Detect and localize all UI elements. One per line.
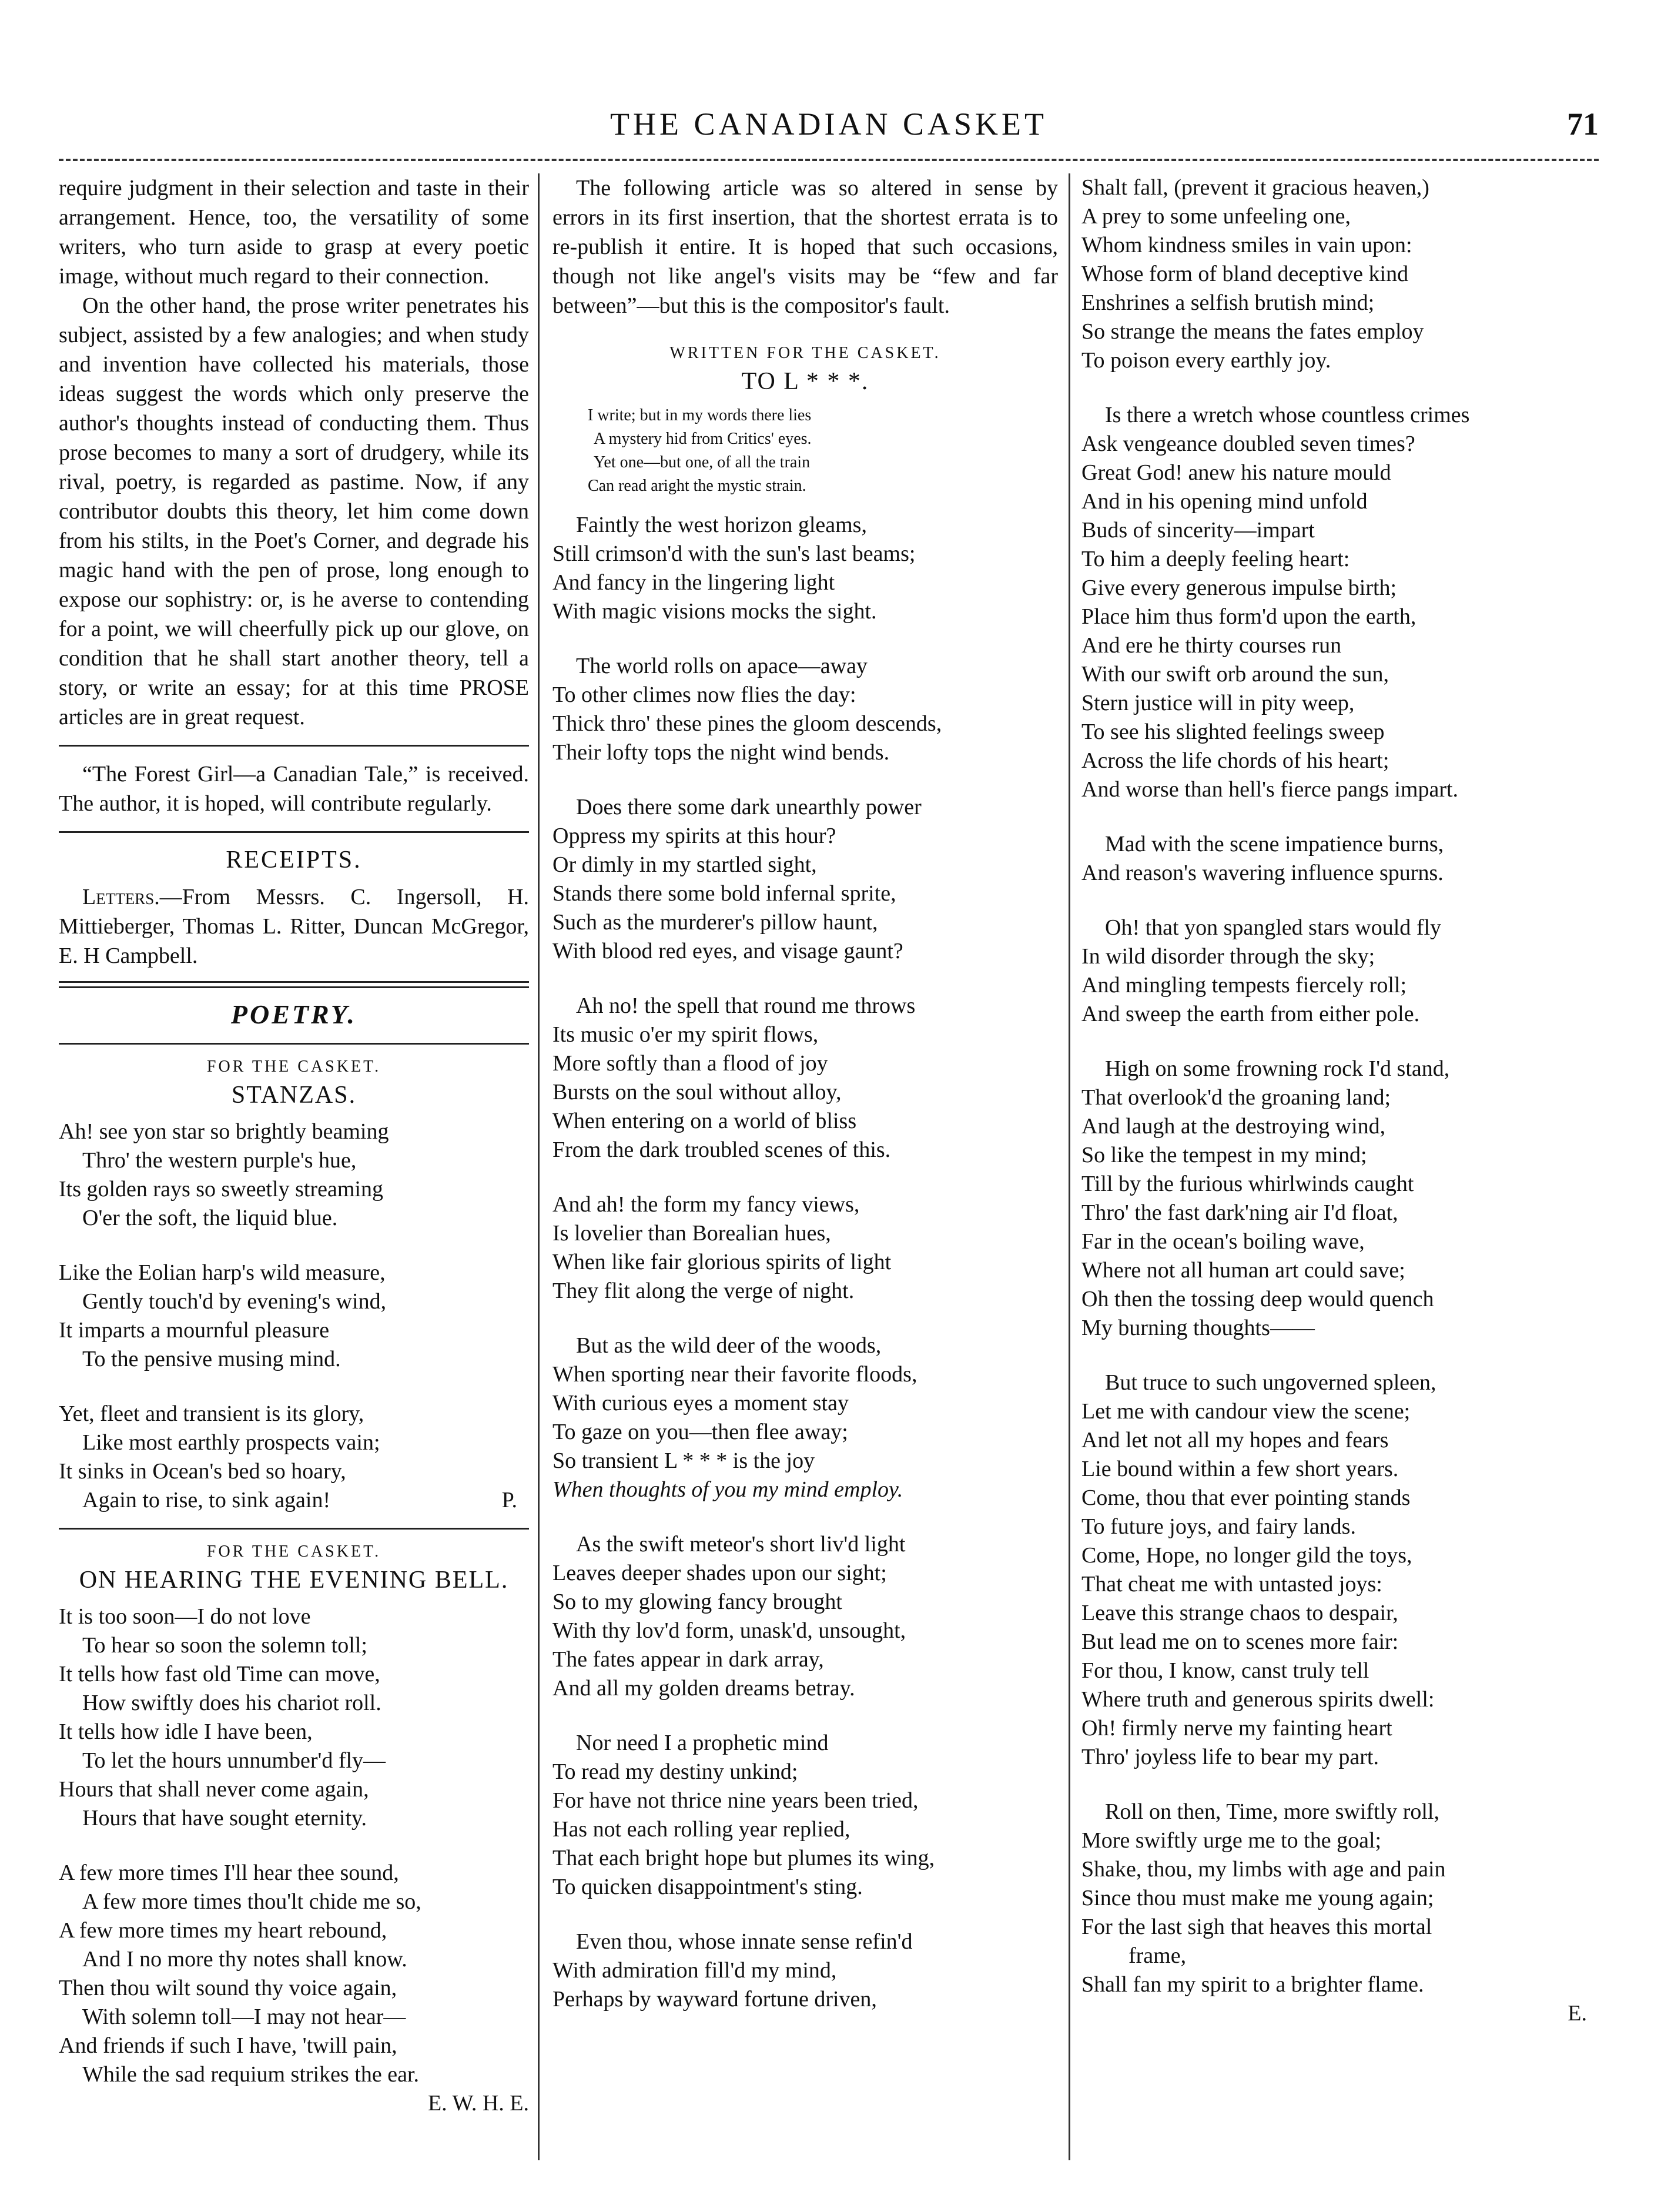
poem-line: To hear so soon the solemn toll;: [82, 1633, 367, 1658]
poem-line: It imparts a mournful pleasure: [59, 1318, 330, 1343]
stanza: [1081, 401, 1599, 804]
poem-line: With blood red eyes, and visage gaunt?: [552, 939, 903, 963]
poem-line: With curious eyes a moment stay: [552, 1391, 849, 1415]
stanza: [552, 1190, 1058, 1306]
double-divider: [59, 981, 529, 988]
poem-line: That each bright hope but plumes its wing,: [552, 1846, 935, 1870]
poem-line: When entering on a world of bliss: [552, 1109, 857, 1133]
for-the-casket-label: FOR THE CASKET.: [206, 1058, 381, 1076]
poem-line: Buds of sincerity—impart: [1081, 518, 1315, 543]
poem-line: Does there some dark unearthly power: [576, 795, 922, 819]
poem-line: Bursts on the soul without alloy,: [552, 1080, 842, 1105]
poem-line: That overlook'd the groaning land;: [1081, 1085, 1391, 1110]
poem-line: A few more times I'll hear thee sound,: [59, 1860, 399, 1885]
poem-line: Where not all human art could save;: [1081, 1258, 1405, 1283]
poem-line: Give every generous impulse birth;: [1081, 575, 1397, 600]
poem-line: Across the life chords of his heart;: [1081, 748, 1389, 773]
poem-line: And mingling tempests fiercely roll;: [1081, 973, 1407, 998]
poem-line: So like the tempest in my mind;: [1081, 1143, 1367, 1167]
poem-line: Thro' the western purple's hue,: [82, 1148, 357, 1173]
errata-paragraph: The following article was so altered in sense by errors in its first insertion, that the shortest errata is to re-publish it entire. It is hoped that such occasions, though not like angel's visits may be “few and far between”—but this is the compositor's fault.: [552, 176, 1058, 318]
poem-line: Such as the murderer's pillow haunt,: [552, 910, 878, 935]
poem-line: And ah! the form my fancy views,: [552, 1192, 860, 1217]
poem-line: So strange the means the fates employ: [1081, 319, 1424, 344]
poem-signature: P.: [501, 1488, 517, 1512]
poem-line: It sinks in Ocean's bed so hoary,: [59, 1459, 346, 1484]
editorial-paragraph: require judgment in their selection and taste in their arrangement. Hence, too, the versatility of some writers, who turn aside to grasp at every poetic image, without much regard to their connection.: [59, 176, 529, 289]
poem-line: To quicken disappointment's sting.: [552, 1875, 863, 1899]
poem-line: With thy lov'd form, unask'd, unsought,: [552, 1618, 906, 1643]
poem-line: But as the wild deer of the woods,: [576, 1333, 882, 1358]
poem-line: Thro' the fast dark'ning air I'd float,: [1081, 1200, 1398, 1225]
poem-line: With our swift orb around the sun,: [1081, 662, 1389, 687]
poem-line: To poison every earthly joy.: [1081, 348, 1331, 373]
poem-line: Place him thus form'd upon the earth,: [1081, 604, 1416, 629]
poem-line: From the dark troubled scenes of this.: [552, 1137, 891, 1162]
poem-line: To him a deeply feeling heart:: [1081, 547, 1350, 571]
running-title: THE CANADIAN CASKET: [610, 106, 1047, 142]
poem-line: When like fair glorious spirits of light: [552, 1250, 892, 1274]
poem-line: To let the hours unnumber'd fly—: [82, 1748, 386, 1773]
poem-line: Whose form of bland deceptive kind: [1081, 262, 1409, 286]
poem-line: Their lofty tops the night wind bends.: [552, 740, 890, 765]
poem-line: Ah! see yon star so brightly beaming: [59, 1119, 389, 1144]
poem-line: Hours that shall never come again,: [59, 1777, 369, 1802]
stanza: [1081, 1055, 1599, 1343]
poem-line: Far in the ocean's boiling wave,: [1081, 1229, 1365, 1254]
poem-line: And worse than hell's fierce pangs impart.: [1081, 777, 1459, 802]
stanza: [59, 1859, 529, 2089]
receipts-body: —From Messrs. C. Ingersoll, H. Mittieberger, Thomas L. Ritter, Duncan McGregor, E. H Campbell.: [59, 885, 529, 968]
poem-line: To gaze on you—then flee away;: [552, 1420, 848, 1444]
newspaper-page: [59, 71, 1599, 2163]
poem-line: So transient L * * * is the joy: [552, 1448, 815, 1473]
poem-line: Leave this strange chaos to despair,: [1081, 1601, 1398, 1625]
poem-line: And ere he thirty courses run: [1081, 633, 1342, 658]
stanza: [1081, 1798, 1599, 1999]
poem-line: Thro' joyless life to bear my part.: [1081, 1745, 1379, 1769]
column-right: [1081, 173, 1599, 2028]
poem-line: High on some frowning rock I'd stand,: [1105, 1056, 1450, 1081]
poem-line: Its golden rays so sweetly streaming: [59, 1177, 383, 1202]
divider: [59, 1043, 529, 1045]
poem-line: And in his opening mind unfold: [1081, 489, 1368, 514]
poem-line: Oh! firmly nerve my fainting heart: [1081, 1716, 1392, 1741]
poem-line: When sporting near their favorite floods,: [552, 1362, 917, 1387]
poem-line: That cheat me with untasted joys:: [1081, 1572, 1382, 1597]
poem-title: TO L * * *.: [741, 368, 869, 395]
poem-line: Great God! anew his nature mould: [1081, 460, 1391, 485]
stanza: [1081, 173, 1599, 375]
divider: [59, 831, 529, 833]
divider: [59, 745, 529, 747]
poem-line: [59, 1486, 529, 1515]
poem-line: When thoughts of you my mind employ.: [552, 1477, 903, 1502]
poetry-heading: POETRY.: [230, 999, 357, 1029]
stanza: [1081, 1368, 1599, 1772]
poem-line: Stern justice will in pity weep,: [1081, 691, 1355, 715]
poem-line: To see his slighted feelings sweep: [1081, 720, 1385, 744]
editorial-paragraph: On the other hand, the prose writer penetrates his subject, assisted by a few analogies; and when study and invention have collected his materials, those ideas suggest the words which only preserve the author's thoughts instead of conducting them. Thus prose becomes to many a sort of drudgery, while its rival, poetry, is regarded as pastime. Now, if any contributor doubts this theory, let him come down from his stilts, in the Poet's Corner, and degrade his magic hand with the pen of prose, long enough to expose our sophistry: or, is he averse to contending for a point, we will cheerfully pick up our glove, on condition that he shall start another theory, tell a story, or write an essay; for at this time PROSE articles are in great request.: [59, 293, 529, 729]
poem-line: Gently touch'd by evening's wind,: [82, 1289, 387, 1314]
epigraph: [588, 404, 1058, 498]
stanza: [1081, 830, 1599, 888]
column-left: [59, 173, 529, 2118]
poem-line: Enshrines a selfish brutish mind;: [1081, 290, 1375, 315]
poem-line: Let me with candour view the scene;: [1081, 1399, 1411, 1424]
poem-line: While the sad requium strikes the ear.: [82, 2062, 419, 2087]
stanza: [552, 1530, 1058, 1703]
poem-line: frame,: [1128, 1943, 1187, 1968]
poem-line: To future joys, and fairy lands.: [1081, 1514, 1356, 1539]
poem-line: Nor need I a prophetic mind: [576, 1731, 829, 1755]
poem-line: Like the Eolian harp's wild measure,: [59, 1260, 386, 1285]
poem-line: More swiftly urge me to the goal;: [1081, 1828, 1382, 1853]
stanza: [59, 1259, 529, 1374]
poem-line: To other climes now flies the day:: [552, 682, 856, 707]
stanza: [552, 793, 1058, 966]
poem-line: To read my destiny unkind;: [552, 1759, 798, 1784]
column-middle: [552, 173, 1058, 2014]
poem-line: Oppress my spirits at this hour?: [552, 824, 836, 848]
poem-line: Ask vengeance doubled seven times?: [1081, 431, 1415, 456]
stanza: [59, 1602, 529, 1833]
poem-line: Even thou, whose innate sense refin'd: [576, 1929, 913, 1954]
stanza: [552, 652, 1058, 767]
receipts-paragraph: [59, 882, 529, 971]
poem-line: With admiration fill'd my mind,: [552, 1958, 837, 1983]
poem-line: The world rolls on apace—away: [576, 654, 868, 678]
poem-line: Whom kindness smiles in vain upon:: [1081, 233, 1412, 257]
epigraph-line: I write; but in my words there lies: [588, 406, 812, 424]
poem-line: A prey to some unfeeling one,: [1081, 204, 1351, 229]
poem-line: Lie bound within a few short years.: [1081, 1457, 1399, 1481]
poem-line: Perhaps by wayward fortune driven,: [552, 1987, 877, 2012]
poem-line: For thou, I know, canst truly tell: [1081, 1658, 1369, 1683]
poem-line: It tells how idle I have been,: [59, 1719, 313, 1744]
poem-line: And I no more thy notes shall know.: [82, 1947, 407, 1972]
poem-line: A few more times thou'lt chide me so,: [82, 1889, 421, 1914]
poem-line: It is too soon—I do not love: [59, 1604, 311, 1629]
notice-paragraph: “The Forest Girl—a Canadian Tale,” is received. The author, it is hoped, will contribute regularly.: [59, 762, 529, 816]
poem-line: And friends if such I have, 'twill pain,: [59, 2033, 397, 2058]
poem-line: So to my glowing fancy brought: [552, 1589, 842, 1614]
poem-line: Oh! that yon spangled stars would fly: [1105, 915, 1442, 940]
poem-line: Faintly the west horizon gleams,: [576, 513, 867, 537]
poem-line: Has not each rolling year replied,: [552, 1817, 850, 1842]
poem-line: For the last sigh that heaves this mortal: [1081, 1915, 1432, 1939]
poem-title: ON HEARING THE EVENING BELL.: [79, 1567, 509, 1594]
poem-title: STANZAS.: [231, 1082, 357, 1109]
header-rule: [59, 159, 1599, 161]
poem-line: And laugh at the destroying wind,: [1081, 1114, 1386, 1139]
poem-line: Is there a wretch whose countless crimes: [1105, 403, 1470, 427]
stanza: [59, 1117, 529, 1233]
poem-line: In wild disorder through the sky;: [1081, 944, 1375, 969]
poem-line: Shalt fall, (prevent it gracious heaven,): [1081, 175, 1429, 200]
poem-line: Shake, thou, my limbs with age and pain: [1081, 1857, 1446, 1882]
poem-line: A few more times my heart rebound,: [59, 1918, 387, 1943]
divider: [59, 1528, 529, 1530]
epigraph-line: Yet one—but one, of all the train: [594, 453, 811, 471]
poem-line: My burning thoughts——: [1081, 1316, 1315, 1340]
poem-line: How swiftly does his chariot roll.: [82, 1691, 381, 1715]
stanza: [552, 511, 1058, 626]
poem-line: The fates appear in dark array,: [552, 1647, 824, 1672]
written-for-the-casket-label: WRITTEN FOR THE CASKET.: [669, 344, 941, 362]
poem-line: And let not all my hopes and fears: [1081, 1428, 1389, 1453]
poem-line: Still crimson'd with the sun's last beams;: [552, 541, 916, 566]
poem-line: And all my golden dreams betray.: [552, 1676, 855, 1701]
poem-line: Mad with the scene impatience burns,: [1105, 832, 1444, 856]
poem-line: Thick thro' these pines the gloom descends,: [552, 711, 942, 736]
poem-line: Then thou wilt sound thy voice again,: [59, 1976, 397, 2000]
stanza: [552, 1331, 1058, 1504]
poem-line: Or dimly in my startled sight,: [552, 852, 817, 877]
column-rule: [538, 173, 540, 2160]
column-rule: [1069, 173, 1070, 2160]
poem-line: But lead me on to scenes more fair:: [1081, 1629, 1399, 1654]
poem-line-text: Again to rise, to sink again!: [82, 1488, 331, 1512]
poem-line: Stands there some bold infernal sprite,: [552, 881, 896, 906]
stanza: [552, 992, 1058, 1164]
poem-line: O'er the soft, the liquid blue.: [82, 1206, 338, 1230]
receipts-label: Letters.: [82, 885, 160, 909]
poem-line: With magic visions mocks the sight.: [552, 599, 877, 624]
poem-line: With solemn toll—I may not hear—: [82, 2004, 406, 2029]
epigraph-line: A mystery hid from Critics' eyes.: [594, 430, 812, 448]
poem-line: And fancy in the lingering light: [552, 570, 835, 595]
poem-line: More softly than a flood of joy: [552, 1051, 828, 1076]
poem-line: Hours that have sought eternity.: [82, 1806, 367, 1830]
poem-line: Since thou must make me young again;: [1081, 1886, 1434, 1910]
poem-line: Like most earthly prospects vain;: [82, 1430, 380, 1455]
poem-line: And reason's wavering influence spurns.: [1081, 861, 1444, 885]
poem-line: Shall fan my spirit to a brighter flame.: [1081, 1972, 1424, 1997]
page-header: [59, 106, 1599, 153]
poem-line: Come, thou that ever pointing stands: [1081, 1485, 1411, 1510]
epigraph-line: Can read aright the mystic strain.: [588, 477, 806, 495]
poem-line: It tells how fast old Time can move,: [59, 1662, 380, 1686]
poem-signature: E.: [1568, 2001, 1587, 2026]
poem-line: Till by the furious whirlwinds caught: [1081, 1172, 1414, 1196]
poem-line: Yet, fleet and transient is its glory,: [59, 1401, 364, 1426]
poem-line: Is lovelier than Borealian hues,: [552, 1221, 831, 1246]
stanza: [552, 1729, 1058, 1902]
page-number: 71: [1567, 106, 1599, 142]
receipts-heading: RECEIPTS.: [226, 846, 362, 874]
stanza: [59, 1400, 529, 1515]
poem-line: But truce to such ungoverned spleen,: [1105, 1370, 1436, 1395]
poem-line: Oh then the tossing deep would quench: [1081, 1287, 1434, 1311]
poem-line: And sweep the earth from either pole.: [1081, 1002, 1420, 1026]
poem-line: They flit along the verge of night.: [552, 1279, 855, 1303]
poem-line: Its music o'er my spirit flows,: [552, 1022, 819, 1047]
for-the-casket-label: FOR THE CASKET.: [206, 1542, 381, 1561]
stanza: [552, 1927, 1058, 2014]
poem-line: Roll on then, Time, more swiftly roll,: [1105, 1799, 1439, 1824]
poem-line: To the pensive musing mind.: [82, 1347, 341, 1371]
poem-line: Come, Hope, no longer gild the toys,: [1081, 1543, 1412, 1568]
stanza: [1081, 913, 1599, 1029]
poem-line: Ah no! the spell that round me throws: [576, 993, 916, 1018]
poem-line: For have not thrice nine years been tried,: [552, 1788, 919, 1813]
poem-signature: E. W. H. E.: [427, 2091, 529, 2116]
poem-line: Leaves deeper shades upon our sight;: [552, 1561, 887, 1585]
poem-line: Where truth and generous spirits dwell:: [1081, 1687, 1435, 1712]
poem-line: As the swift meteor's short liv'd light: [576, 1532, 906, 1557]
